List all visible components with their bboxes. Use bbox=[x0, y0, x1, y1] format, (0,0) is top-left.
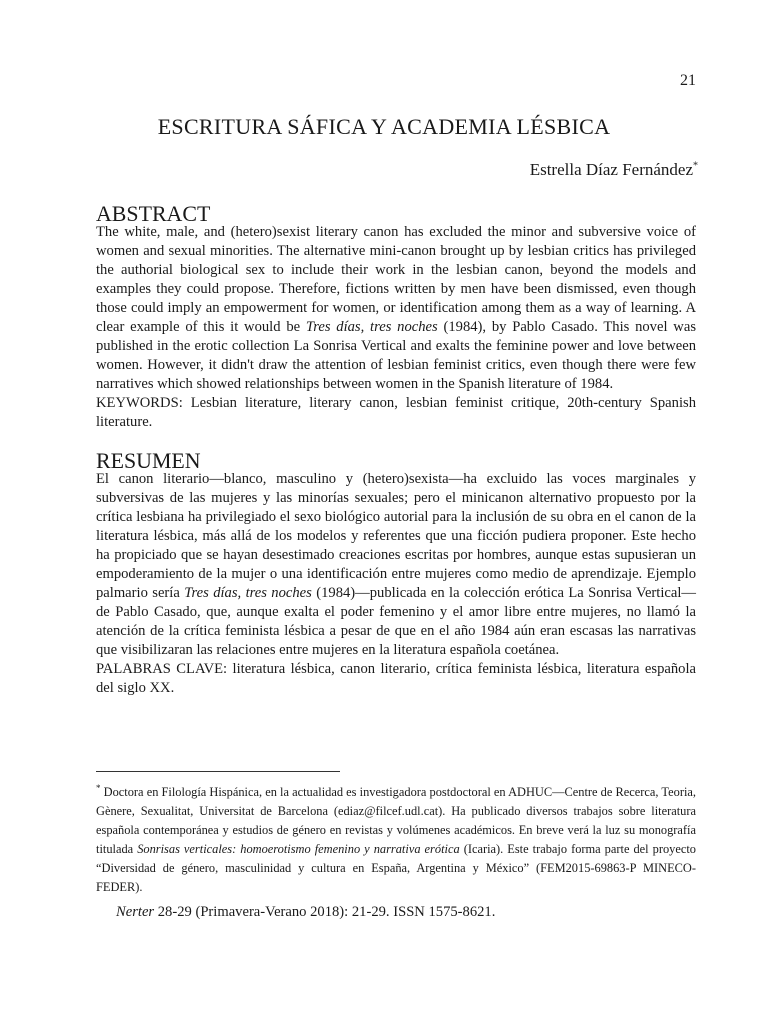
palabras-clave-text: literatura lésbica, canon literario, crítica feminista lésbica, literatura española del siglo XX. bbox=[96, 661, 696, 696]
abstract-keywords bbox=[96, 394, 696, 432]
article-body bbox=[96, 201, 696, 698]
footnote-book-title: Sonrisas verticales: homoerotismo femenino y narrativa erótica bbox=[137, 842, 460, 857]
page-number: 21 bbox=[680, 72, 696, 89]
abstract-book-title: Tres días, tres noches bbox=[305, 319, 438, 335]
journal-name: Nerter bbox=[116, 904, 155, 920]
resumen-heading: RESUMEN bbox=[96, 448, 201, 473]
author-footnote-marker: * bbox=[693, 160, 698, 172]
footnote-marker: * bbox=[96, 783, 101, 793]
resumen-text-a: El canon literario—blanco, masculino y (hetero)sexista—ha excluido las voces marginales y subversivas de las mujeres y las minorías sexuales; pero el minicanon alternativo propuesto por la crítica lesbiana ha privilegiado el sexo biológico autorial para la inclusión de su obra en el canon de la literatura lésbica, más allá de los modelos y referentes que una ficción pudiera proponer. Este hecho ha propiciado que se hayan desestimado creaciones escritas por hombres, aunque estas supusieran un empoderamiento de la mujer o una identificación entre mujeres como medio de aprendizaje. Ejemplo palmario sería bbox=[96, 471, 696, 601]
resumen-text-b: (1984)—publicada en la colección erótica La Sonrisa Vertical—de Pablo Casado, que, aunque exalta el poder femenino y el amor libre entre mujeres, no llamó la atención de la crítica feminista lésbica a pesar de que en el año 1984 aún eran escasas las narrativas que visibilizaran las relaciones entre mujeres en la literatura española coetánea. bbox=[96, 585, 696, 658]
keywords-label: KEYWORDS: bbox=[96, 395, 183, 411]
journal-citation bbox=[116, 904, 495, 921]
palabras-clave-label: PALABRAS CLAVE: bbox=[96, 661, 228, 677]
article-title: ESCRITURA SÁFICA Y ACADEMIA LÉSBICA bbox=[157, 114, 611, 139]
abstract-paragraph bbox=[96, 223, 696, 394]
abstract-heading: ABSTRACT bbox=[96, 201, 211, 226]
footnote-text-a: Doctora en Filología Hispánica, en la actualidad es investigadora postdoctoral en ADHUC—Centre de Recerca, Teoria, Gènere, Sexualitat, Universitat de Barcelona (ediaz@filcef.udl.cat). Ha publicado diversos trabajos sobre literatura española contemporánea y estudios de género en revistas y volúmenes académicos. En breve verá la luz su monografía titulada bbox=[96, 785, 696, 857]
author-line bbox=[530, 160, 698, 180]
keywords-text: Lesbian literature, literary canon, lesbian feminist critique, 20th-century Spanish literature. bbox=[96, 395, 696, 430]
footnote-text-b: (Icaria). Este trabajo forma parte del proyecto “Diversidad de género, masculinidad y cultura en España, Argentina y México” (FEM2015-69863-P MINECO-FEDER). bbox=[96, 842, 696, 895]
footnote-divider bbox=[96, 771, 340, 772]
resumen-paragraph bbox=[96, 470, 696, 660]
abstract-text-b: (1984), by Pablo Casado. This novel was published in the erotic collection La Sonrisa Vertical and exalts the feminine power and love between women. However, it didn't draw the attention of lesbian feminist critics, even though there were few narratives which showed relationships between women in the Spanish literature of 1984. bbox=[96, 319, 696, 392]
abstract-text-a: The white, male, and (hetero)sexist literary canon has excluded the minor and subversive voice of women and sexual minorities. The alternative mini-canon brought up by lesbian critics has privileged the authorial biological sex to include their work in the lesbian canon, beyond the models and examples they could propose. Therefore, fictions written by men have been dismissed, even though those could imply an empowerment for women, or identification among them as a way of learning. A clear example of this it would be bbox=[96, 224, 696, 335]
author-name: Estrella Díaz Fernández bbox=[529, 160, 693, 179]
citation-text: 28-29 (Primavera-Verano 2018): 21-29. ISSN 1575-8621. bbox=[154, 904, 496, 920]
resumen-keywords bbox=[96, 660, 696, 698]
resumen-book-title: Tres días, tres noches bbox=[184, 585, 312, 601]
footnote bbox=[96, 779, 696, 897]
